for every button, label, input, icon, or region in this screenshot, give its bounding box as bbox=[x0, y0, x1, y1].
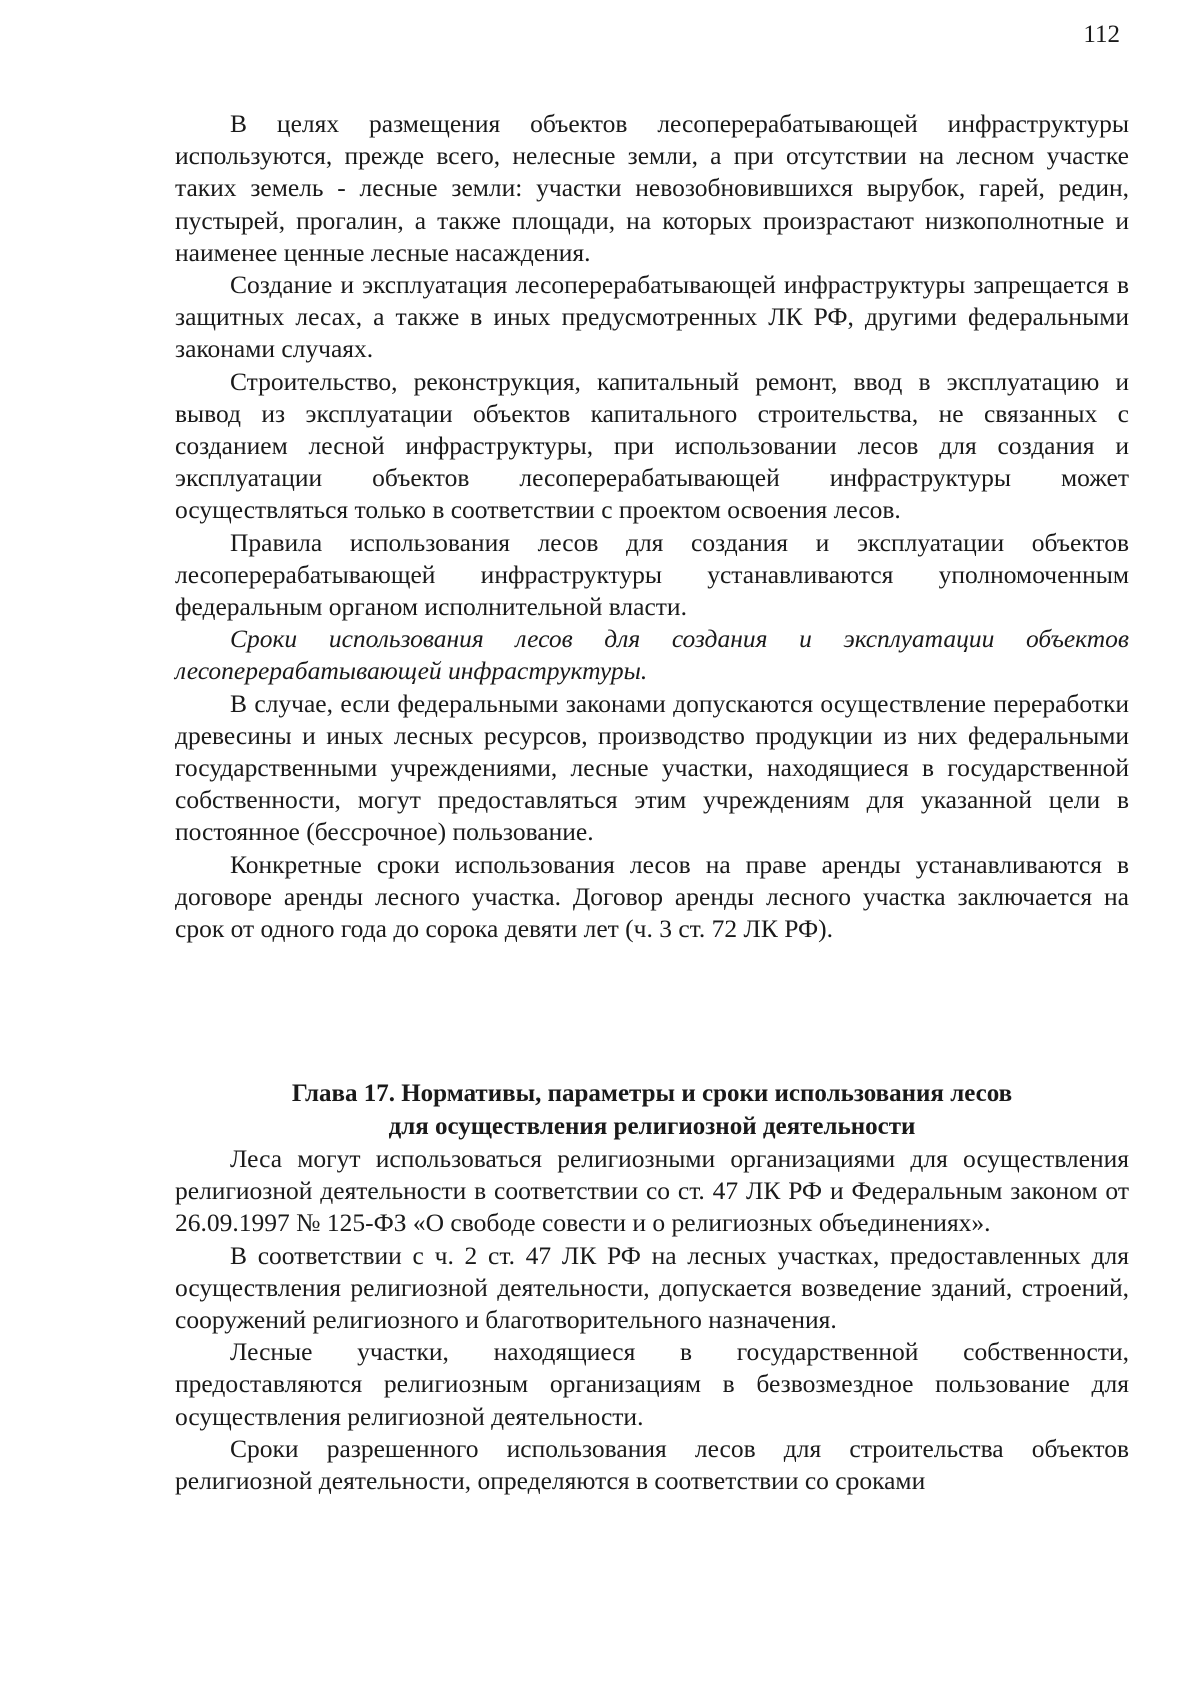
italic-subheading: Сроки использования лесов для создания и эксплуатации объектов лесоперерабатывающей инфраструктуры. bbox=[175, 624, 1129, 686]
paragraph: В соответствии с ч. 2 ст. 47 ЛК РФ на лесных участках, предоставленных для осуществления религиозной деятельности, допускается возведение зданий, строений, сооружений религиозного и благотворительного назначения. bbox=[175, 1240, 1129, 1335]
paragraph: Правила использования лесов для создания и эксплуатации объектов лесоперерабатывающей инфраструктуры устанавливаются уполномоченным федеральным органом исполнительной власти. bbox=[175, 527, 1129, 622]
page-number: 112 bbox=[1083, 21, 1120, 48]
chapter-heading bbox=[175, 1077, 1129, 1143]
paragraph: В случае, если федеральными законами допускаются осуществление переработки древесины и иных лесных ресурсов, производство продукции из них федеральными государственными учреждениями, лесные участки, находящиеся в государственной собственности, могут предоставляться этим учреждениям для указанной цели в постоянное (бессрочное) пользование. bbox=[175, 688, 1129, 847]
paragraph: Леса могут использоваться религиозными организациями для осуществления религиозной деятельности в соответствии со ст. 47 ЛК РФ и Федеральным законом от 26.09.1997 № 125-ФЗ «О свободе совести и о религиозных объединениях». bbox=[175, 1144, 1129, 1238]
chapter-heading-line-1: Глава 17. Нормативы, параметры и сроки использования лесов bbox=[291, 1080, 1013, 1107]
paragraph: Создание и эксплуатация лесоперерабатывающей инфраструктуры запрещается в защитных лесах, а также в иных предусмотренных ЛК РФ, другими федеральными законами случаях. bbox=[175, 270, 1129, 364]
paragraph: Сроки разрешенного использования лесов для строительства объектов религиозной деятельности, определяются в соответствии со сроками bbox=[175, 1433, 1129, 1496]
paragraph: В целях размещения объектов лесоперерабатывающей инфраструктуры используются, прежде всего, нелесные земли, а при отсутствии на лесном участке таких земель - лесные земли: участки невозобновившихся вырубок, гарей, редин, пустырей, прогалин, а также площади, на которых произрастают низкополнотные и наименее ценные лесные насаждения. bbox=[175, 109, 1129, 267]
paragraph: Строительство, реконструкция, капитальный ремонт, ввод в эксплуатацию и вывод из эксплуатации объектов капитального строительства, не связанных с созданием лесной инфраструктуры, при использовании лесов для создания и эксплуатации объектов лесоперерабатывающей инфраструктуры может осуществляться только в соответствии с проектом освоения лесов. bbox=[175, 366, 1129, 525]
paragraph: Лесные участки, находящиеся в государственной собственности, предоставляются религиозным организациям в безвозмездное пользование для осуществления религиозной деятельности. bbox=[175, 1337, 1129, 1431]
chapter-heading-line-2: для осуществления религиозной деятельности bbox=[388, 1113, 916, 1140]
section-forest-processing bbox=[175, 108, 1129, 945]
paragraph: Конкретные сроки использования лесов на праве аренды устанавливаются в договоре аренды лесного участка. Договор аренды лесного участка заключается на срок от одного года до сорока девяти лет (ч. 3 ст. 72 ЛК РФ). bbox=[175, 849, 1129, 944]
chapter-17 bbox=[175, 1077, 1129, 1497]
